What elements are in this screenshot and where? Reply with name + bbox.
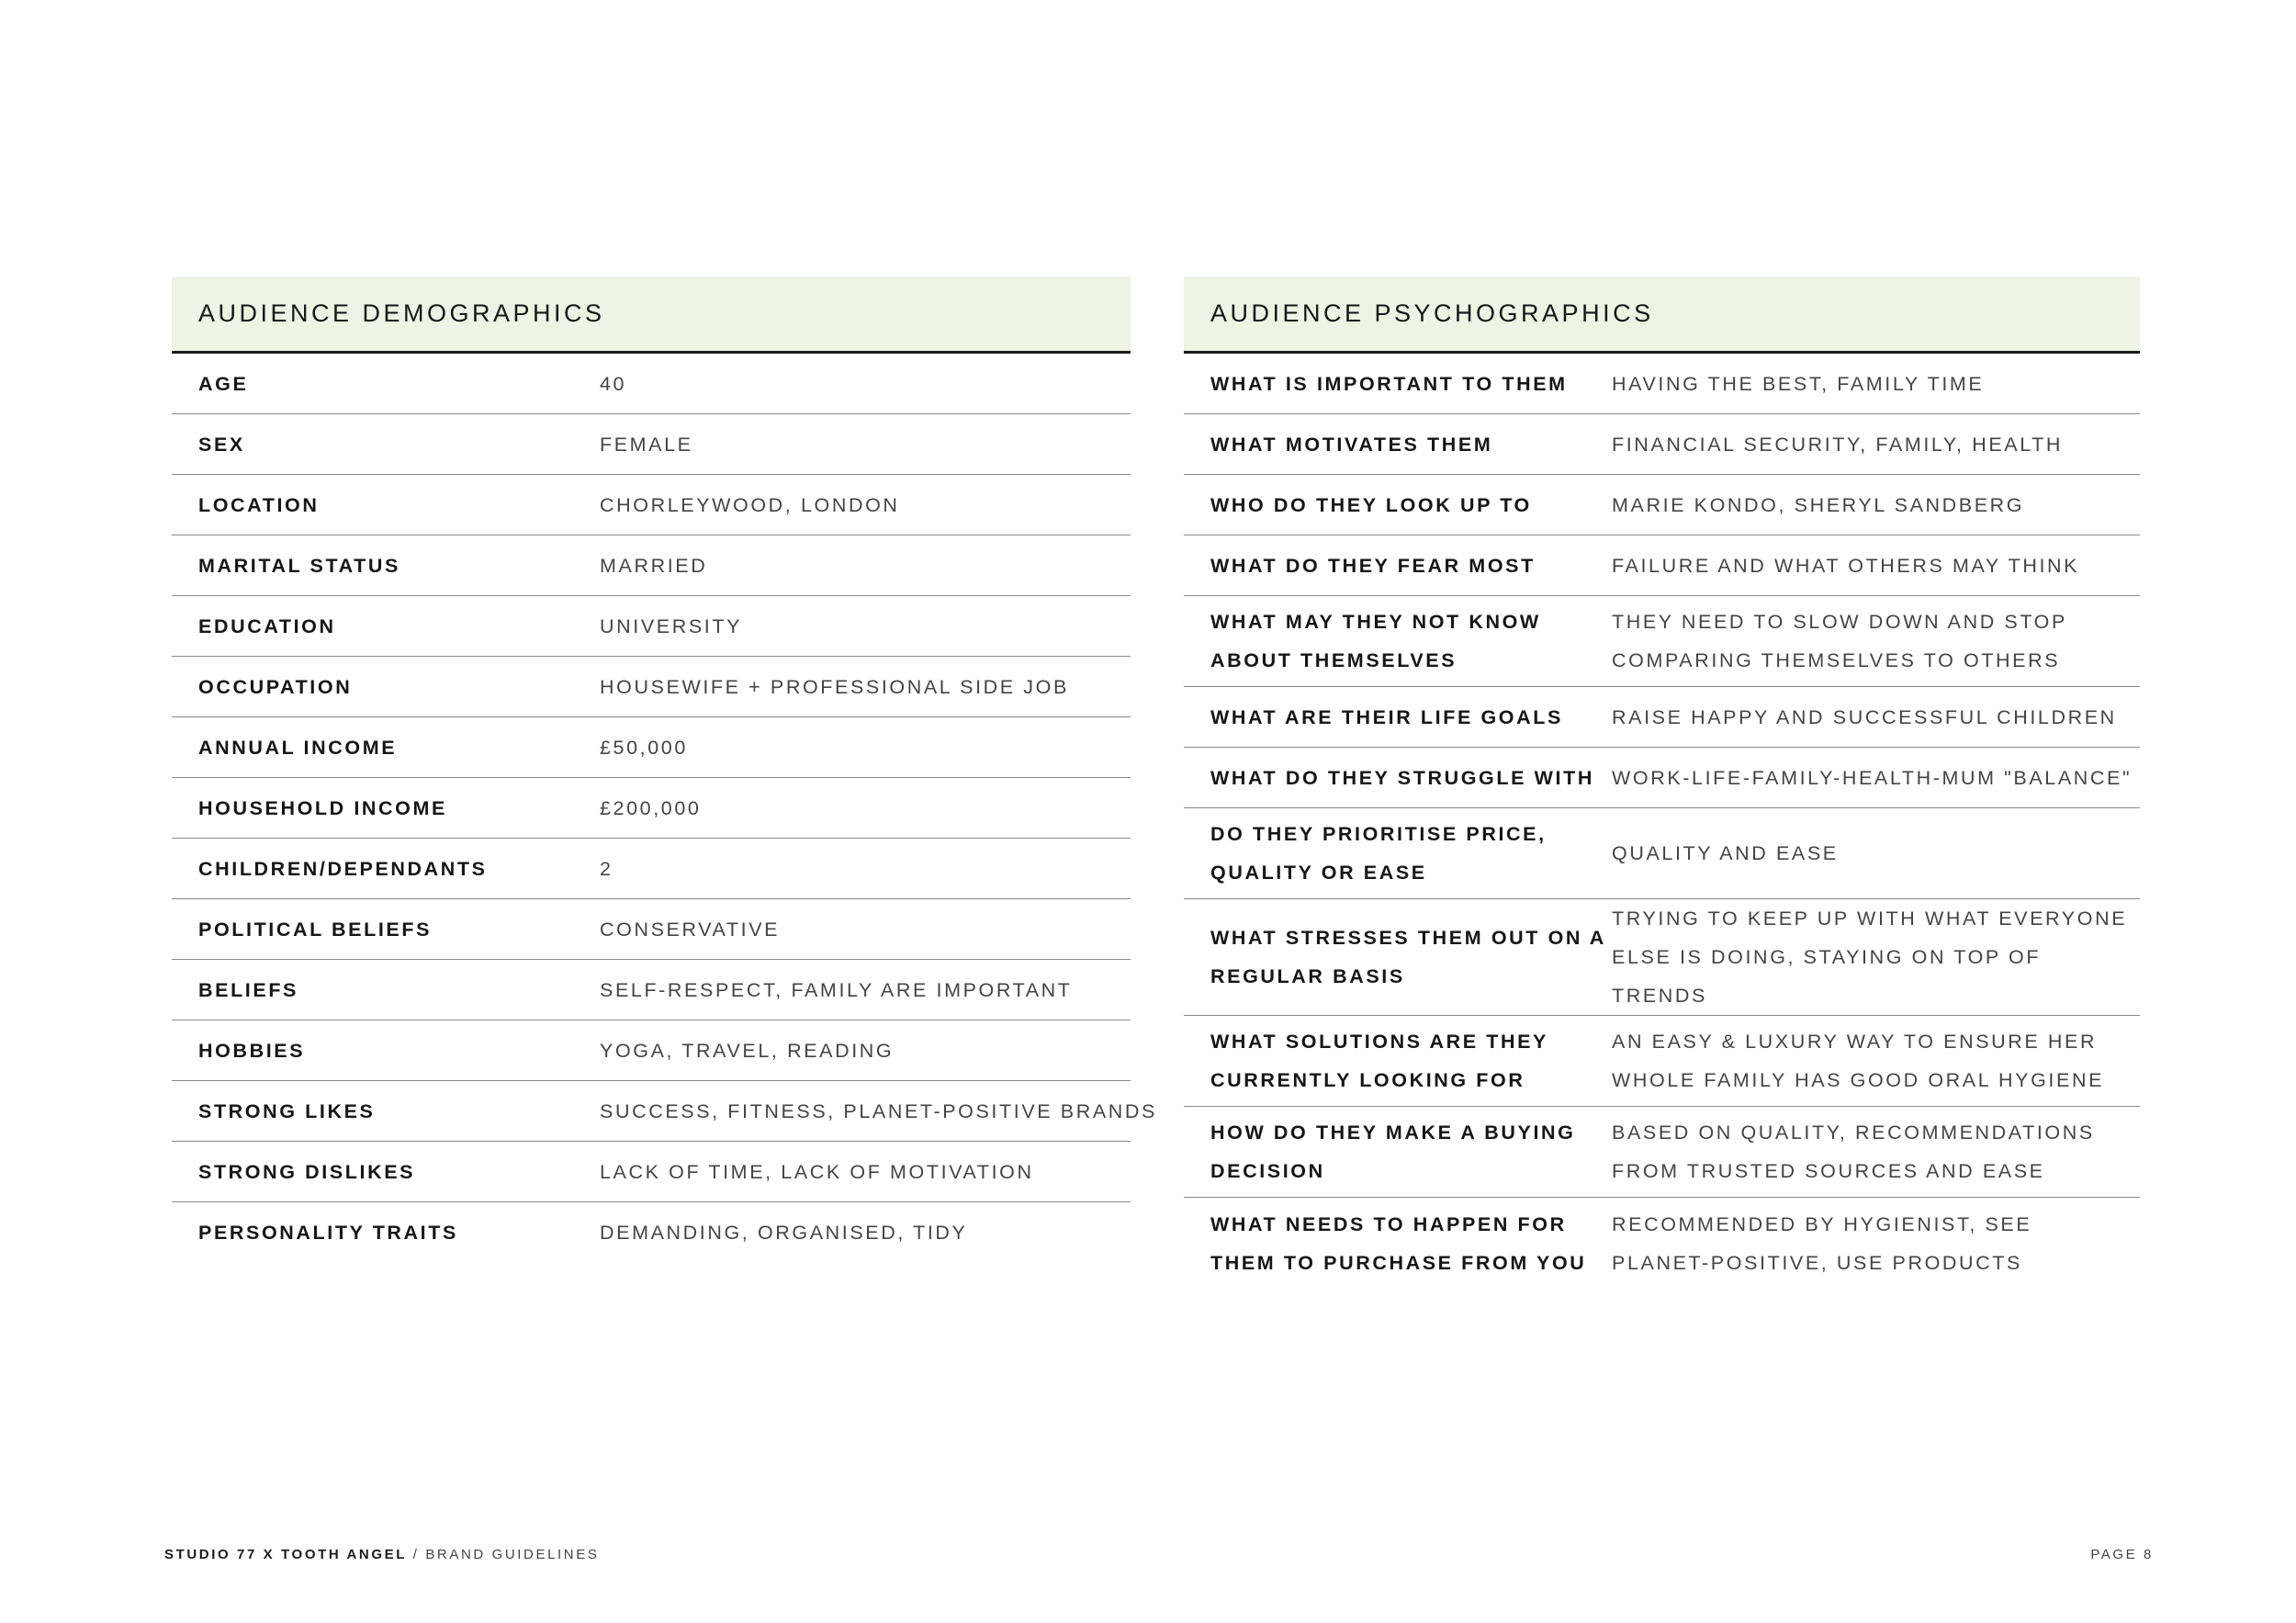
- table-row: [172, 717, 1131, 778]
- row-label: AGE: [198, 372, 249, 395]
- row-value: 2: [600, 857, 613, 880]
- row-label: POLITICAL BELIEFS: [198, 918, 433, 941]
- row-label: EDUCATION: [198, 614, 336, 637]
- row-value: DEMANDING, ORGANISED, TIDY: [600, 1222, 968, 1244]
- page-number: PAGE 8: [2090, 1547, 2154, 1562]
- footer-separator: /: [407, 1547, 426, 1562]
- row-label: WHAT STRESSES THEM OUT ON A REGULAR BASIS: [1210, 927, 1606, 987]
- row-label: PERSONALITY TRAITS: [198, 1222, 458, 1244]
- psychographics-table: [1184, 354, 2140, 1289]
- row-label: WHAT SOLUTIONS ARE THEY CURRENTLY LOOKING FOR: [1210, 1031, 1548, 1091]
- row-value: FAILURE AND WHAT OTHERS MAY THINK: [1612, 554, 2080, 577]
- row-value: £50,000: [600, 736, 688, 759]
- table-row: [1184, 1198, 2140, 1289]
- row-label: WHAT ARE THEIR LIFE GOALS: [1210, 705, 1563, 728]
- row-label: STRONG LIKES: [198, 1099, 376, 1122]
- row-value: CHORLEYWOOD, LONDON: [600, 493, 900, 516]
- psychographics-panel: [1184, 276, 2140, 1289]
- table-row: [1184, 808, 2140, 899]
- table-row: [172, 1142, 1131, 1202]
- row-value: CONSERVATIVE: [600, 918, 781, 941]
- demographics-title: AUDIENCE DEMOGRAPHICS: [172, 276, 1131, 354]
- row-value: AN EASY & LUXURY WAY TO ENSURE HER WHOLE FAMILY HAS GOOD ORAL HYGIENE: [1612, 1031, 2105, 1091]
- row-value: FINANCIAL SECURITY, FAMILY, HEALTH: [1612, 433, 2064, 456]
- row-value: YOGA, TRAVEL, READING: [600, 1039, 895, 1062]
- psychographics-title: AUDIENCE PSYCHOGRAPHICS: [1184, 276, 2140, 354]
- row-label: OCCUPATION: [198, 675, 353, 698]
- table-row: [1184, 475, 2140, 535]
- table-row: [1184, 535, 2140, 596]
- table-row: [1184, 354, 2140, 414]
- table-row: [1184, 1016, 2140, 1107]
- row-value: £200,000: [600, 796, 702, 819]
- row-label: MARITAL STATUS: [198, 554, 400, 577]
- table-row: [172, 839, 1131, 899]
- table-row: [172, 354, 1131, 414]
- table-row: [172, 778, 1131, 839]
- row-value: MARRIED: [600, 554, 708, 577]
- row-label: DO THEY PRIORITISE PRICE, QUALITY OR EASE: [1210, 823, 1547, 884]
- row-value: FEMALE: [600, 433, 693, 456]
- row-value: SELF-RESPECT, FAMILY ARE IMPORTANT: [600, 978, 1073, 1001]
- row-label: HOUSEHOLD INCOME: [198, 796, 447, 819]
- table-row: [1184, 899, 2140, 1016]
- row-label: WHAT IS IMPORTANT TO THEM: [1210, 372, 1568, 395]
- table-row: [172, 1202, 1131, 1263]
- table-row: [1184, 748, 2140, 808]
- row-value: HOUSEWIFE + PROFESSIONAL SIDE JOB: [600, 675, 1069, 698]
- table-row: [1184, 1107, 2140, 1198]
- table-row: [172, 1081, 1157, 1142]
- footer-brand-name: STUDIO 77 X TOOTH ANGEL: [164, 1547, 407, 1562]
- row-value: WORK-LIFE-FAMILY-HEALTH-MUM "BALANCE": [1612, 766, 2133, 789]
- row-value: UNIVERSITY: [600, 614, 743, 637]
- row-value: HAVING THE BEST, FAMILY TIME: [1612, 372, 1985, 395]
- footer-brand: [164, 1547, 599, 1562]
- row-value: MARIE KONDO, SHERYL SANDBERG: [1612, 493, 2025, 516]
- row-label: STRONG DISLIKES: [198, 1160, 416, 1183]
- row-value: QUALITY AND EASE: [1612, 842, 1839, 864]
- row-label: WHAT NEEDS TO HAPPEN FOR THEM TO PURCHASE FROM YOU: [1210, 1212, 1587, 1274]
- row-label: LOCATION: [198, 493, 320, 516]
- row-label: WHAT MAY THEY NOT KNOW ABOUT THEMSELVES: [1210, 611, 1541, 671]
- row-label: ANNUAL INCOME: [198, 736, 398, 759]
- row-value: 40: [600, 372, 627, 395]
- row-value: RECOMMENDED BY HYGIENIST, SEE PLANET-POSITIVE, USE PRODUCTS: [1612, 1212, 2032, 1274]
- row-label: CHILDREN/DEPENDANTS: [198, 857, 488, 880]
- row-value: RAISE HAPPY AND SUCCESSFUL CHILDREN: [1612, 705, 2117, 728]
- demographics-panel: [172, 276, 1157, 1263]
- row-label: HOW DO THEY MAKE A BUYING DECISION: [1210, 1121, 1576, 1182]
- table-row: [172, 535, 1131, 596]
- table-row: [172, 899, 1131, 960]
- row-label: WHAT DO THEY FEAR MOST: [1210, 554, 1536, 577]
- table-row: [1184, 414, 2140, 475]
- row-label: WHAT MOTIVATES THEM: [1210, 433, 1493, 456]
- row-label: HOBBIES: [198, 1039, 306, 1062]
- table-row: [172, 475, 1131, 535]
- row-value: THEY NEED TO SLOW DOWN AND STOP COMPARING THEMSELVES TO OTHERS: [1612, 611, 2067, 671]
- row-label: SEX: [198, 433, 245, 456]
- table-row: [1184, 687, 2140, 748]
- table-row: [172, 414, 1131, 475]
- table-row: [1184, 596, 2140, 687]
- demographics-table: [172, 354, 1157, 1263]
- row-value: LACK OF TIME, LACK OF MOTIVATION: [600, 1160, 1034, 1183]
- row-value: BASED ON QUALITY, RECOMMENDATIONS FROM TRUSTED SOURCES AND EASE: [1612, 1121, 2095, 1182]
- row-label: WHAT DO THEY STRUGGLE WITH: [1210, 766, 1594, 789]
- row-value: TRYING TO KEEP UP WITH WHAT EVERYONE ELSE IS DOING, STAYING ON TOP OF TRENDS: [1612, 907, 2128, 1007]
- table-row: [172, 596, 1131, 657]
- table-row: [172, 960, 1131, 1020]
- table-row: [172, 657, 1131, 717]
- row-value: SUCCESS, FITNESS, PLANET-POSITIVE BRANDS: [600, 1099, 1157, 1122]
- table-row: [172, 1020, 1131, 1081]
- row-label: WHO DO THEY LOOK UP TO: [1210, 493, 1532, 516]
- row-label: BELIEFS: [198, 978, 298, 1001]
- footer-doc-title: BRAND GUIDELINES: [425, 1547, 600, 1562]
